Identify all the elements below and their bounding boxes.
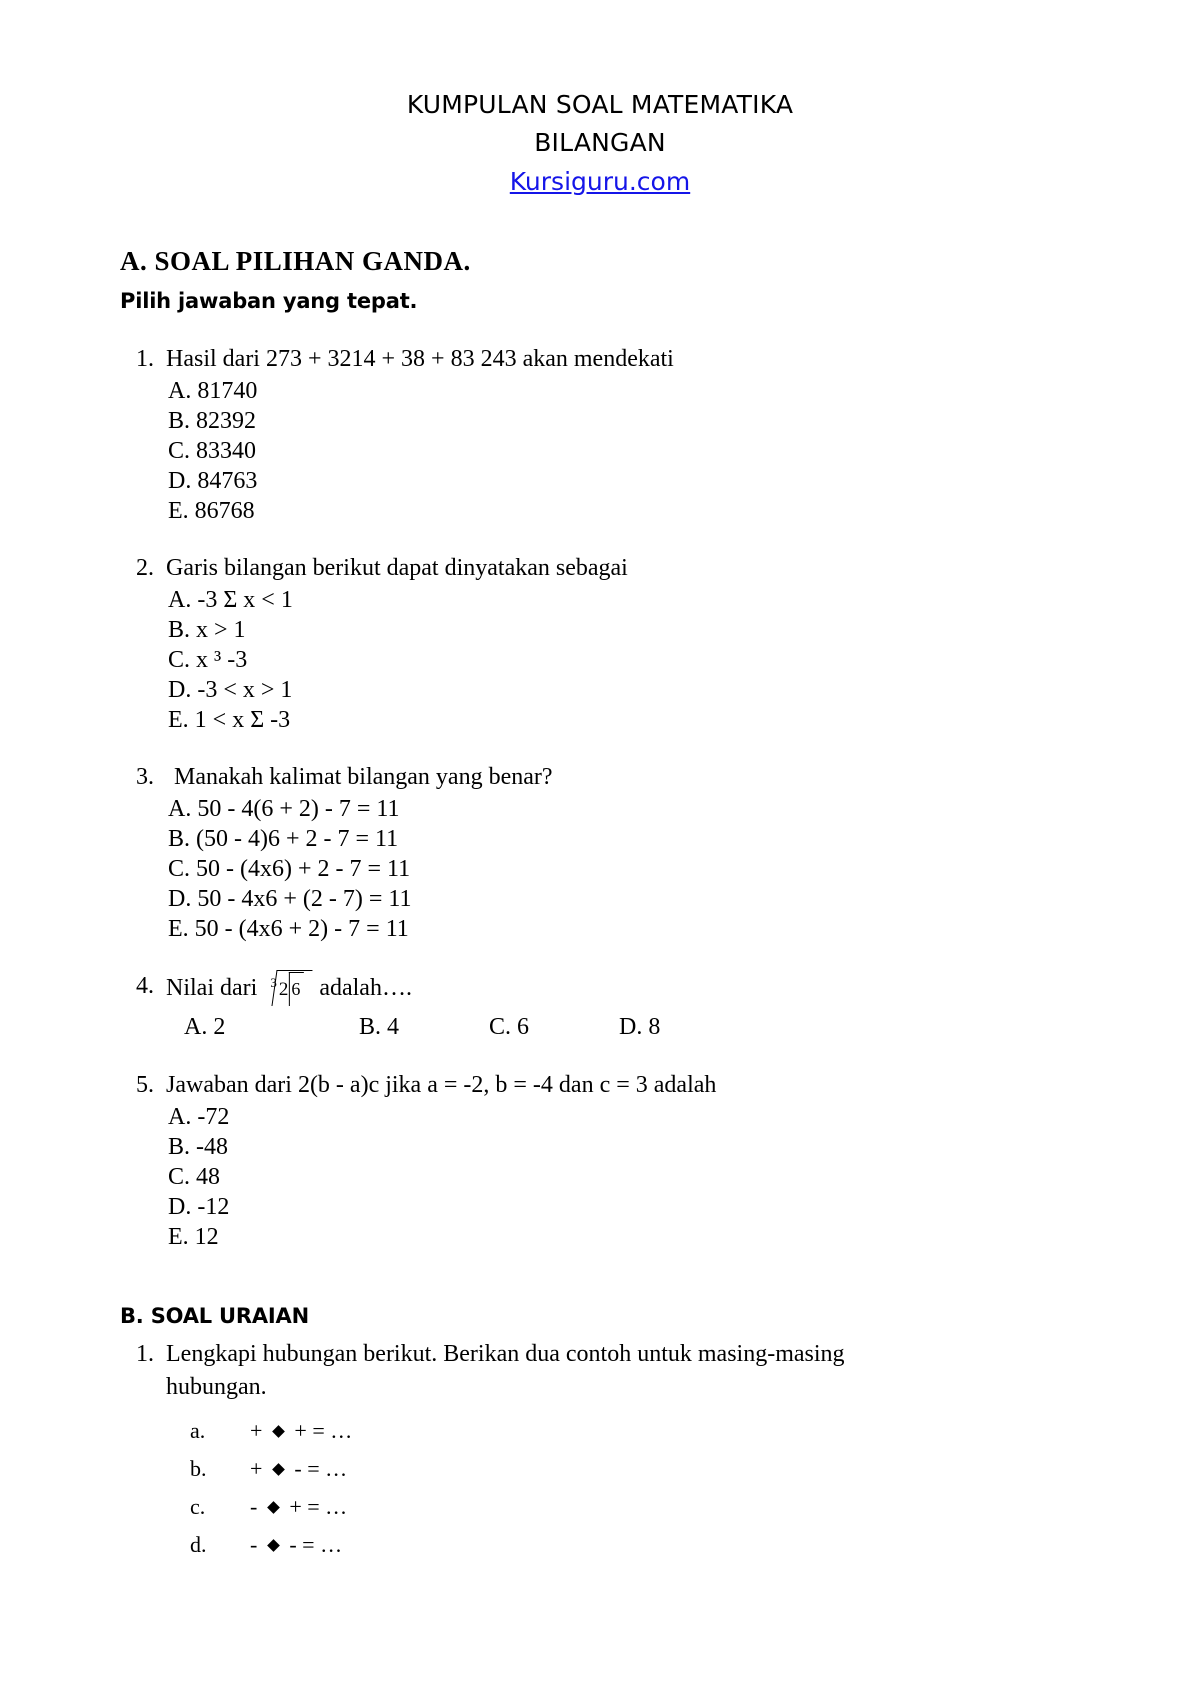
question-item: [120, 1069, 1080, 1252]
kursiguru-link[interactable]: Kursiguru.com: [509, 167, 691, 196]
section-a-heading: [120, 246, 1080, 277]
question-number: 5.: [136, 1072, 154, 1098]
subitem-sign-mid: +: [294, 1418, 307, 1443]
question-body: [166, 1338, 1080, 1564]
diamond-icon: [267, 1502, 280, 1515]
section-b-heading: B. SOAL URAIAN: [120, 1304, 309, 1328]
question-option: D. -12: [168, 1194, 230, 1220]
question-option: D. 8: [619, 1014, 661, 1040]
question-body: [166, 1069, 1080, 1252]
subitem-sign-mid: +: [289, 1494, 302, 1519]
question-option: A. 50 - 4(6 + 2) - 7 = 11: [168, 796, 400, 822]
subitem-expression: [250, 1412, 352, 1450]
subitem-expression: [250, 1526, 342, 1564]
question-subitem: [190, 1526, 1080, 1564]
section-b-question-list: [120, 1338, 1080, 1564]
subitem-sign-left: -: [250, 1532, 258, 1557]
question-text: [166, 970, 1080, 1007]
subitem-letter: b.: [190, 1456, 207, 1481]
question-option: A. 2: [184, 1014, 226, 1040]
subitem-letter: c.: [190, 1494, 206, 1519]
subitem-expression: [250, 1450, 347, 1488]
subitem-result: = …: [312, 1418, 353, 1443]
inner-sqrt: [288, 972, 303, 1006]
subitem-sign-left: +: [250, 1418, 263, 1443]
subitem-result: = …: [307, 1456, 348, 1481]
question-option: B. 82392: [168, 408, 257, 434]
question-item: [120, 552, 1080, 735]
subitem-result: = …: [307, 1494, 348, 1519]
subitem-sign-left: -: [250, 1494, 258, 1519]
question-item: [120, 343, 1080, 526]
question-text: Manakah kalimat bilangan yang benar?: [174, 764, 553, 790]
question-text-before: Nilai dari: [166, 975, 258, 1001]
question-text: Jawaban dari 2(b - a)c jika a = -2, b = -4 dan c = 3 adalah: [166, 1072, 717, 1098]
question-option: B. 4: [359, 1014, 400, 1040]
question-number: 2.: [136, 555, 154, 581]
document-title-line-1: KUMPULAN SOAL MATEMATIKA: [406, 90, 794, 119]
question-option: D. -3 < x > 1: [168, 677, 293, 703]
question-item: [120, 761, 1080, 944]
question-option: C. 50 - (4x6) + 2 - 7 = 11: [168, 856, 411, 882]
question-body: [166, 761, 1080, 944]
diamond-icon: [267, 1540, 280, 1553]
radical-body: [271, 970, 312, 1006]
section-a-question-list: [120, 343, 1080, 1252]
subitem-letter: a.: [190, 1418, 206, 1443]
question-option: A. 81740: [168, 378, 258, 404]
question-option: E. 12: [168, 1224, 219, 1250]
question-option: B. (50 - 4)6 + 2 - 7 = 11: [168, 826, 399, 852]
subitem-letter: d.: [190, 1532, 207, 1557]
question-text: Garis bilangan berikut dapat dinyatakan sebagai: [166, 555, 628, 581]
question-number: 1.: [136, 1341, 154, 1367]
question-option: B. x > 1: [168, 617, 246, 643]
subitem-result: = …: [302, 1532, 343, 1557]
question-inline-options: [166, 1011, 1080, 1043]
question-option: C. 6: [489, 1014, 530, 1040]
section-a-instruction: Pilih jawaban yang tepat.: [120, 289, 418, 313]
question-option: A. -72: [168, 1104, 230, 1130]
question-subitem: [190, 1450, 1080, 1488]
question-subitem: [190, 1412, 1080, 1450]
question-option: C. x ³ -3: [168, 647, 248, 673]
question-option: C. 48: [168, 1164, 221, 1190]
question-number: 4.: [136, 973, 154, 999]
question-number: 1.: [136, 346, 154, 372]
cube-root-expression: [267, 970, 309, 1007]
question-body: [166, 970, 1080, 1043]
question-text: Lengkapi hubungan berikut. Berikan dua contoh untuk masing-masing hubungan.: [166, 1341, 845, 1400]
question-option: A. -3 Σ x < 1: [168, 587, 293, 613]
subitem-sign-left: +: [250, 1456, 263, 1481]
question-body: [166, 343, 1080, 526]
question-text-after: adalah….: [319, 975, 412, 1001]
question-option: C. 83340: [168, 438, 257, 464]
document-title-line-2: BILANGAN: [534, 128, 666, 157]
question-number: 3.: [136, 764, 154, 790]
question-item: [120, 1338, 1080, 1564]
subitem-expression: [250, 1488, 347, 1526]
question-option: D. 84763: [168, 468, 258, 494]
question-option: B. -48: [168, 1134, 228, 1160]
question-option: D. 50 - 4x6 + (2 - 7) = 11: [168, 886, 412, 912]
section-a-heading-text: A. SOAL PILIHAN GANDA.: [120, 246, 471, 276]
diamond-icon: [272, 1464, 285, 1477]
document-header: [120, 86, 1080, 202]
question-option: E. 86768: [168, 498, 255, 524]
question-option: E. 1 < x Σ -3: [168, 707, 291, 733]
question-body: [166, 552, 1080, 735]
radicand-coefficient: 2: [278, 979, 289, 1000]
diamond-icon: [272, 1426, 285, 1439]
subitem-sign-mid: -: [289, 1532, 297, 1557]
question-subitem: [190, 1488, 1080, 1526]
question-text: Hasil dari 273 + 3214 + 38 + 83 243 akan mendekati: [166, 346, 674, 372]
question-option: E. 50 - (4x6 + 2) - 7 = 11: [168, 916, 409, 942]
question-item: [120, 970, 1080, 1043]
inner-radicand: 6: [291, 979, 301, 999]
subitem-sign-mid: -: [294, 1456, 302, 1481]
radical-index: 3: [270, 975, 277, 990]
question-subitem-list: [166, 1412, 1080, 1564]
